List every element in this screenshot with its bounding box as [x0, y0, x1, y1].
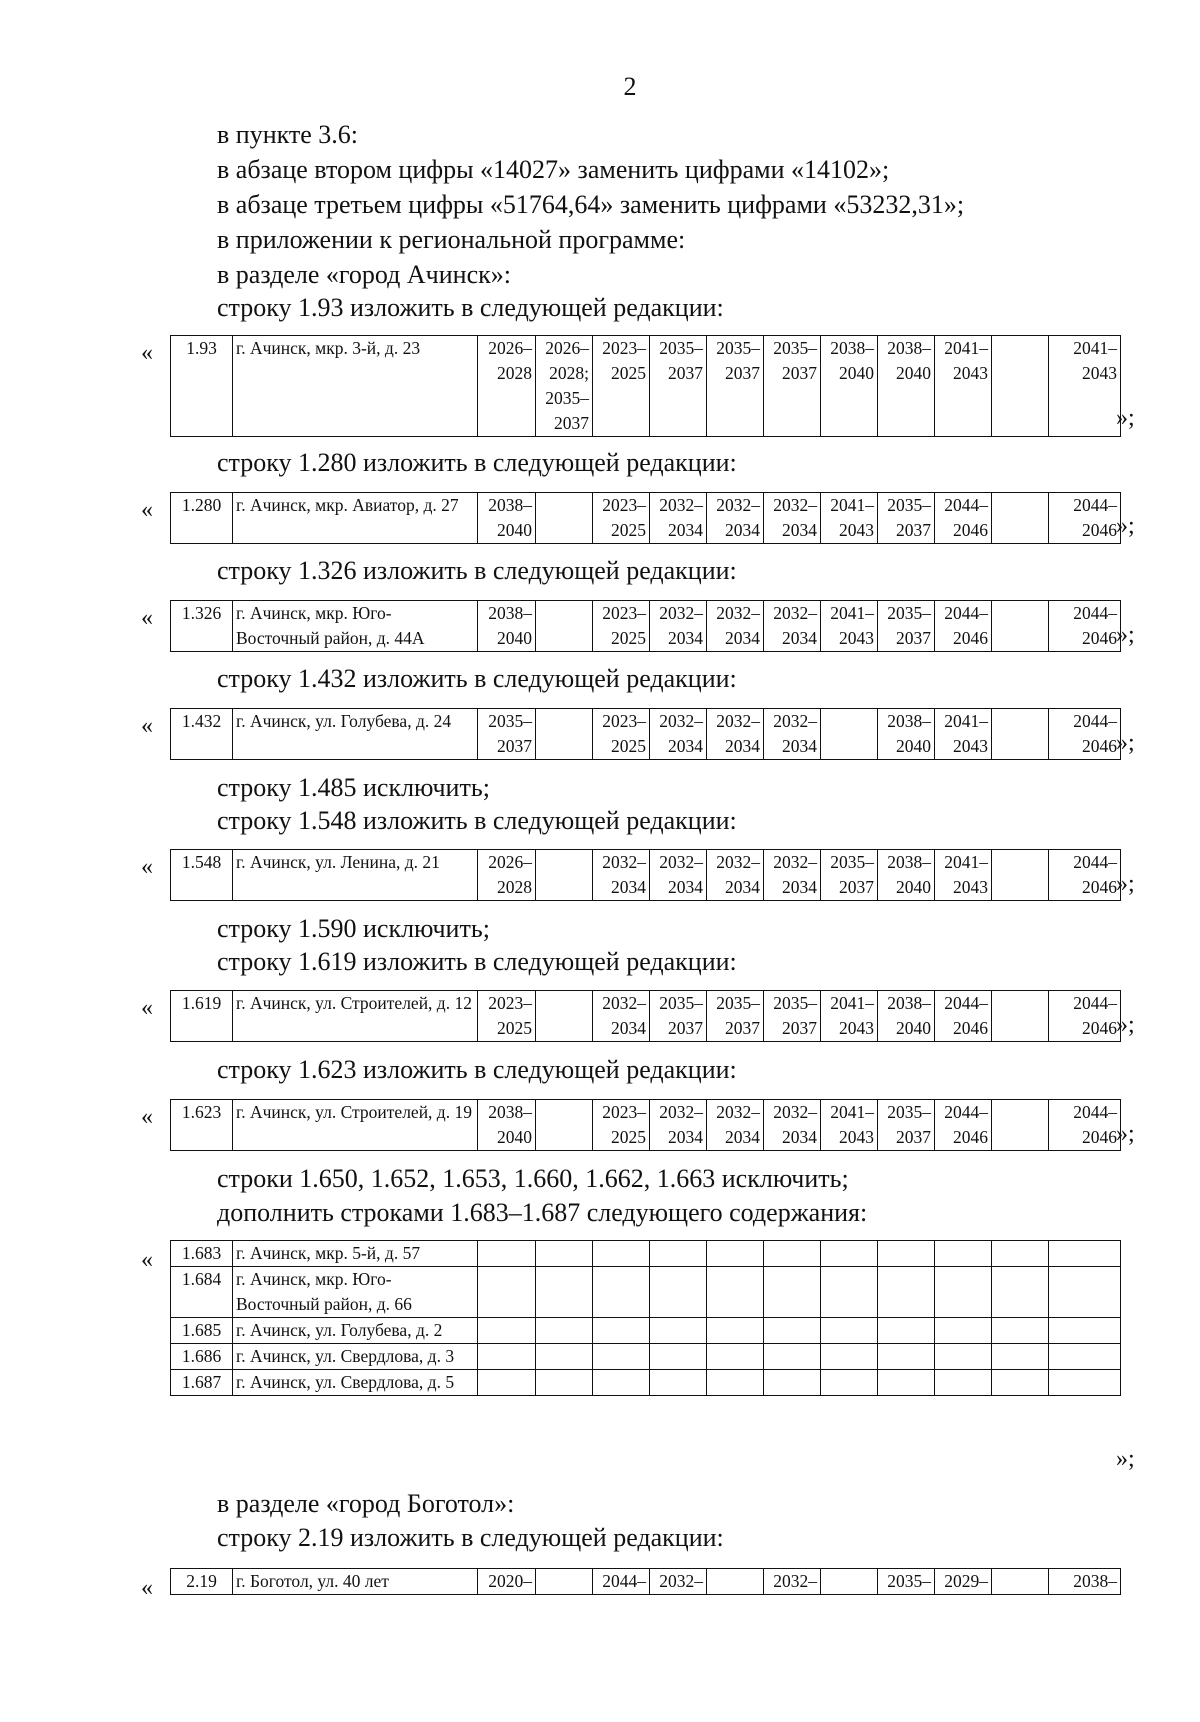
- period-cell: [478, 1267, 536, 1318]
- period-cell: [536, 1100, 593, 1151]
- period-cell: 2023– 2025: [593, 601, 650, 652]
- period-cell: 2032– 2034: [707, 1100, 764, 1151]
- address-cell: г. Ачинск, ул. Голубева, д. 24: [233, 709, 478, 760]
- row-number-cell: 1.619: [171, 991, 233, 1042]
- period-cell: [992, 991, 1049, 1042]
- quote-close: »;: [1116, 1121, 1135, 1147]
- period-cell: 2044– 2046: [1049, 601, 1121, 652]
- period-cell: 2041– 2043: [821, 493, 878, 544]
- period-cell: 2035– 2037: [478, 709, 536, 760]
- period-cell: 2032– 2034: [650, 601, 707, 652]
- table-row: [171, 1569, 1121, 1595]
- period-cell: [707, 1267, 764, 1318]
- period-cell: [478, 1318, 536, 1344]
- period-cell: [992, 1318, 1049, 1344]
- quote-open: «: [141, 1575, 153, 1601]
- period-cell: 2038– 2040: [878, 850, 935, 901]
- period-cell: [650, 1318, 707, 1344]
- period-cell: [478, 1344, 536, 1370]
- period-cell: 2032– 2034: [707, 601, 764, 652]
- period-cell: [992, 1267, 1049, 1318]
- period-cell: [821, 709, 878, 760]
- page-number: 2: [623, 72, 637, 101]
- address-cell: г. Ачинск, мкр. Авиатор, д. 27: [233, 493, 478, 544]
- period-cell: [650, 1344, 707, 1370]
- text-line: в абзаце втором цифры «14027» заменить цифрами «14102»;: [217, 155, 890, 184]
- row-number-cell: 1.684: [171, 1267, 233, 1318]
- period-cell: 2038– 2040: [478, 493, 536, 544]
- table-rows-1-683-1-687: [170, 1240, 1121, 1396]
- period-cell: 2041– 2043: [821, 1100, 878, 1151]
- period-cell: [878, 1318, 935, 1344]
- period-cell: 2032– 2034: [764, 850, 821, 901]
- text-line: в абзаце третьем цифры «51764,64» заменить цифрами «53232,31»;: [217, 190, 965, 219]
- text-line: строку 1.548 изложить в следующей редакции:: [217, 806, 737, 835]
- period-cell: [1049, 1370, 1121, 1396]
- period-cell: 2038– 2040: [478, 1100, 536, 1151]
- text-line: строку 2.19 изложить в следующей редакции:: [217, 1523, 724, 1552]
- period-cell: 2023– 2025: [478, 991, 536, 1042]
- period-cell: 2044– 2046: [1049, 493, 1121, 544]
- period-cell: [878, 1241, 935, 1267]
- period-cell: [935, 1344, 992, 1370]
- period-cell: 2035– 2037: [650, 336, 707, 437]
- address-cell: г. Ачинск, ул. Строителей, д. 12: [233, 991, 478, 1042]
- period-cell: [593, 1241, 650, 1267]
- text-line: в приложении к региональной программе:: [217, 225, 686, 254]
- table-row-1-619: [170, 990, 1121, 1042]
- period-cell: [593, 1370, 650, 1396]
- row-number-cell: 1.685: [171, 1318, 233, 1344]
- row-number-cell: 1.683: [171, 1241, 233, 1267]
- row-number-cell: 1.623: [171, 1100, 233, 1151]
- period-cell: [992, 601, 1049, 652]
- text-line: дополнить строками 1.683–1.687 следующего содержания:: [217, 1198, 868, 1227]
- period-cell: 2044– 2046: [1049, 709, 1121, 760]
- period-cell: 2038– 2040: [478, 601, 536, 652]
- period-cell: 2035– 2037: [878, 493, 935, 544]
- period-cell: 2038– 2040: [878, 991, 935, 1042]
- period-cell: 2035–: [878, 1569, 935, 1595]
- period-cell: 2023– 2025: [593, 336, 650, 437]
- period-cell: 2035– 2037: [878, 601, 935, 652]
- period-cell: [536, 1569, 593, 1595]
- address-cell: г. Ачинск, мкр. 3-й, д. 23: [233, 336, 478, 437]
- table-row: [171, 1241, 1121, 1267]
- period-cell: [764, 1370, 821, 1396]
- text-line: в пункте 3.6:: [217, 120, 359, 149]
- period-cell: [878, 1267, 935, 1318]
- quote-open: «: [141, 713, 153, 739]
- row-number-cell: 2.19: [171, 1569, 233, 1595]
- table-row: [171, 601, 1121, 652]
- period-cell: [821, 1344, 878, 1370]
- period-cell: [707, 1241, 764, 1267]
- period-cell: [536, 1267, 593, 1318]
- period-cell: 2044– 2046: [1049, 1100, 1121, 1151]
- quote-close: »;: [1116, 622, 1135, 648]
- period-cell: 2029–: [935, 1569, 992, 1595]
- text-line: строку 1.432 изложить в следующей редакции:: [217, 664, 737, 693]
- period-cell: 2038– 2040: [821, 336, 878, 437]
- period-cell: 2035– 2037: [650, 991, 707, 1042]
- row-number-cell: 1.432: [171, 709, 233, 760]
- period-cell: [536, 709, 593, 760]
- table-row: [171, 1100, 1121, 1151]
- row-number-cell: 1.686: [171, 1344, 233, 1370]
- period-cell: [650, 1267, 707, 1318]
- period-cell: [1049, 1241, 1121, 1267]
- address-cell: г. Ачинск, мкр. 5-й, д. 57: [233, 1241, 478, 1267]
- period-cell: [536, 493, 593, 544]
- period-cell: [536, 1241, 593, 1267]
- period-cell: 2032–: [764, 1569, 821, 1595]
- period-cell: [935, 1318, 992, 1344]
- table-row: [171, 336, 1121, 437]
- table-row-1-432: [170, 708, 1121, 760]
- period-cell: [536, 1344, 593, 1370]
- address-cell: г. Ачинск, мкр. Юго-Восточный район, д. 66: [233, 1267, 478, 1318]
- table-row: [171, 1370, 1121, 1396]
- period-cell: [821, 1370, 878, 1396]
- period-cell: [707, 1569, 764, 1595]
- quote-open: «: [141, 605, 153, 631]
- table-row: [171, 1267, 1121, 1318]
- period-cell: 2032– 2034: [650, 493, 707, 544]
- quote-close: »;: [1116, 1446, 1135, 1472]
- period-cell: 2035– 2037: [707, 336, 764, 437]
- period-cell: [821, 1267, 878, 1318]
- period-cell: [878, 1370, 935, 1396]
- text-line: строку 1.485 исключить;: [217, 773, 490, 802]
- period-cell: 2044– 2046: [935, 991, 992, 1042]
- period-cell: [593, 1318, 650, 1344]
- period-cell: [935, 1370, 992, 1396]
- quote-open: «: [141, 340, 153, 366]
- table-row-1-548: [170, 849, 1121, 901]
- address-cell: г. Ачинск, ул. Ленина, д. 21: [233, 850, 478, 901]
- period-cell: 2032– 2034: [707, 850, 764, 901]
- period-cell: 2044– 2046: [1049, 991, 1121, 1042]
- period-cell: 2032– 2034: [764, 493, 821, 544]
- text-line: строку 1.590 исключить;: [217, 914, 490, 943]
- address-cell: г. Ачинск, мкр. Юго-Восточный район, д. 44А: [233, 601, 478, 652]
- row-number-cell: 1.93: [171, 336, 233, 437]
- period-cell: 2026– 2028; 2035– 2037: [536, 336, 593, 437]
- quote-close: »;: [1116, 871, 1135, 897]
- table-row: [171, 1344, 1121, 1370]
- period-cell: 2041– 2043: [935, 336, 992, 437]
- table-row-2-19: [170, 1568, 1121, 1595]
- period-cell: 2035– 2037: [764, 336, 821, 437]
- period-cell: 2032– 2034: [707, 709, 764, 760]
- period-cell: 2032–: [650, 1569, 707, 1595]
- text-line: строки 1.650, 1.652, 1.653, 1.660, 1.662, 1.663 исключить;: [217, 1164, 849, 1193]
- table-row: [171, 1318, 1121, 1344]
- address-cell: г. Ачинск, ул. Голубева, д. 2: [233, 1318, 478, 1344]
- period-cell: 2041– 2043: [1049, 336, 1121, 437]
- period-cell: 2041– 2043: [821, 601, 878, 652]
- table-row-1-280: [170, 492, 1121, 544]
- period-cell: 2035– 2037: [878, 1100, 935, 1151]
- quote-open: «: [141, 995, 153, 1021]
- period-cell: 2044–: [593, 1569, 650, 1595]
- period-cell: [650, 1370, 707, 1396]
- period-cell: 2041– 2043: [821, 991, 878, 1042]
- period-cell: 2032– 2034: [593, 850, 650, 901]
- period-cell: [992, 1569, 1049, 1595]
- text-line: строку 1.619 изложить в следующей редакции:: [217, 947, 737, 976]
- period-cell: [650, 1241, 707, 1267]
- period-cell: [707, 1370, 764, 1396]
- period-cell: 2023– 2025: [593, 1100, 650, 1151]
- period-cell: [1049, 1318, 1121, 1344]
- period-cell: [478, 1370, 536, 1396]
- text-line: строку 1.93 изложить в следующей редакции:: [217, 293, 724, 322]
- table-row-1-326: [170, 600, 1121, 652]
- period-cell: 2044– 2046: [935, 1100, 992, 1151]
- period-cell: [707, 1318, 764, 1344]
- period-cell: 2032– 2034: [764, 709, 821, 760]
- text-line: строку 1.280 изложить в следующей редакции:: [217, 448, 737, 477]
- period-cell: [536, 991, 593, 1042]
- period-cell: [764, 1318, 821, 1344]
- period-cell: [992, 850, 1049, 901]
- period-cell: [821, 1569, 878, 1595]
- quote-close: »;: [1116, 405, 1135, 431]
- period-cell: 2032– 2034: [593, 991, 650, 1042]
- period-cell: [536, 601, 593, 652]
- period-cell: [593, 1267, 650, 1318]
- row-number-cell: 1.548: [171, 850, 233, 901]
- row-number-cell: 1.326: [171, 601, 233, 652]
- period-cell: [992, 336, 1049, 437]
- period-cell: [992, 1370, 1049, 1396]
- period-cell: 2032– 2034: [707, 493, 764, 544]
- period-cell: [478, 1241, 536, 1267]
- period-cell: 2044– 2046: [935, 493, 992, 544]
- period-cell: 2020–: [478, 1569, 536, 1595]
- quote-open: «: [141, 1247, 153, 1273]
- quote-open: «: [141, 854, 153, 880]
- address-cell: г. Боготол, ул. 40 лет: [233, 1569, 478, 1595]
- period-cell: 2023– 2025: [593, 493, 650, 544]
- period-cell: 2032– 2034: [650, 709, 707, 760]
- period-cell: 2038– 2040: [878, 709, 935, 760]
- period-cell: [707, 1344, 764, 1370]
- quote-open: «: [141, 497, 153, 523]
- period-cell: [536, 850, 593, 901]
- period-cell: [536, 1370, 593, 1396]
- period-cell: 2026– 2028: [478, 850, 536, 901]
- period-cell: [992, 1344, 1049, 1370]
- period-cell: [992, 1241, 1049, 1267]
- period-cell: 2032– 2034: [764, 601, 821, 652]
- period-cell: 2041– 2043: [935, 709, 992, 760]
- period-cell: [821, 1241, 878, 1267]
- period-cell: 2026– 2028: [478, 336, 536, 437]
- period-cell: 2044– 2046: [1049, 850, 1121, 901]
- period-cell: 2035– 2037: [821, 850, 878, 901]
- period-cell: 2035– 2037: [707, 991, 764, 1042]
- row-number-cell: 1.280: [171, 493, 233, 544]
- period-cell: [821, 1318, 878, 1344]
- period-cell: 2038– 2040: [878, 336, 935, 437]
- table-row-1-623: [170, 1099, 1121, 1151]
- period-cell: 2044– 2046: [935, 601, 992, 652]
- period-cell: 2023– 2025: [593, 709, 650, 760]
- period-cell: [878, 1344, 935, 1370]
- period-cell: [764, 1344, 821, 1370]
- period-cell: 2032– 2034: [650, 1100, 707, 1151]
- period-cell: 2041– 2043: [935, 850, 992, 901]
- period-cell: [992, 493, 1049, 544]
- period-cell: 2038–: [1049, 1569, 1121, 1595]
- text-line: строку 1.326 изложить в следующей редакции:: [217, 556, 737, 585]
- table-row: [171, 709, 1121, 760]
- period-cell: [536, 1318, 593, 1344]
- period-cell: [935, 1241, 992, 1267]
- period-cell: [764, 1267, 821, 1318]
- period-cell: [1049, 1344, 1121, 1370]
- quote-close: »;: [1116, 513, 1135, 539]
- table-row: [171, 493, 1121, 544]
- period-cell: 2032– 2034: [650, 850, 707, 901]
- address-cell: г. Ачинск, ул. Свердлова, д. 3: [233, 1344, 478, 1370]
- period-cell: [935, 1267, 992, 1318]
- quote-open: «: [141, 1104, 153, 1130]
- table-row: [171, 991, 1121, 1042]
- address-cell: г. Ачинск, ул. Строителей, д. 19: [233, 1100, 478, 1151]
- period-cell: [992, 709, 1049, 760]
- period-cell: [1049, 1267, 1121, 1318]
- address-cell: г. Ачинск, ул. Свердлова, д. 5: [233, 1370, 478, 1396]
- text-line: в разделе «город Ачинск»:: [217, 260, 511, 289]
- quote-close: »;: [1116, 730, 1135, 756]
- period-cell: 2032– 2034: [764, 1100, 821, 1151]
- table-row-1-93: [170, 335, 1121, 437]
- text-line: строку 1.623 изложить в следующей редакции:: [217, 1055, 737, 1084]
- period-cell: [764, 1241, 821, 1267]
- period-cell: [593, 1344, 650, 1370]
- period-cell: 2035– 2037: [764, 991, 821, 1042]
- table-row: [171, 850, 1121, 901]
- quote-close: »;: [1116, 1012, 1135, 1038]
- row-number-cell: 1.687: [171, 1370, 233, 1396]
- text-line: в разделе «город Боготол»:: [217, 1489, 515, 1518]
- period-cell: [992, 1100, 1049, 1151]
